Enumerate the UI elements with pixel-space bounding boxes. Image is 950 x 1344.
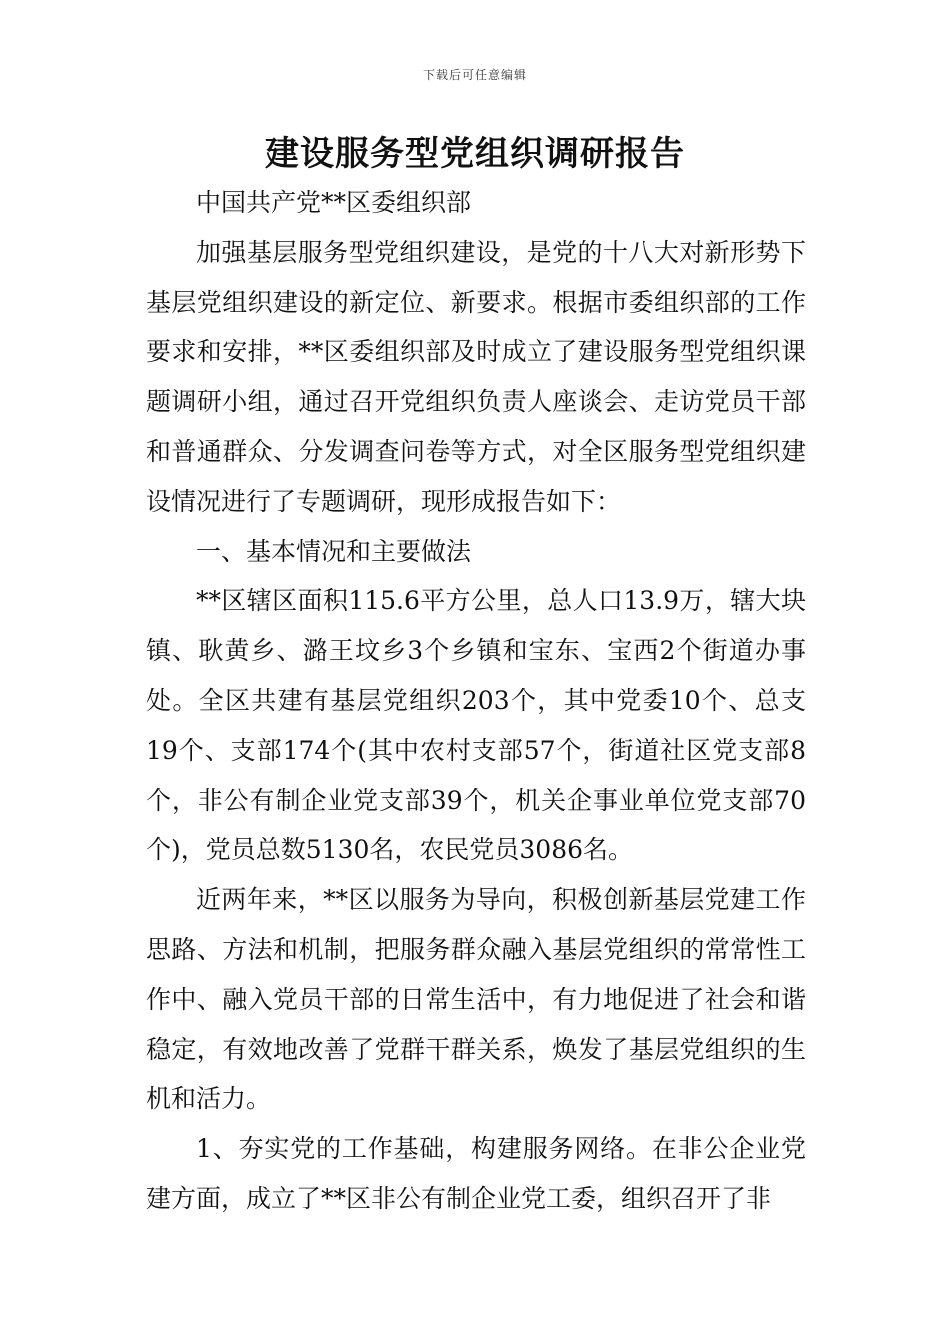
paragraph-basic-info: **区辖区面积115.6平方公里，总人口13.9万，辖大块镇、耿黄乡、潞王坟乡3个乡镇和宝东、宝西2个街道办事处。全区共建有基层党组织203个，其中党委10个、总支19个、支部174个(其中农村支部57个，街道社区党支部8个，非公有制企业党支部39个，机关企事业单位党支部70个)，党员总数5130名，农民党员3086名。 xyxy=(146,586,806,865)
header-note: 下载后可任意编辑 xyxy=(422,68,527,82)
author-line: 中国共产党**区委组织部 xyxy=(196,188,472,217)
paragraph-item-1: 1、夯实党的工作基础，构建服务网络。在非公企业党建方面，成立了**区非公有制企业党工委，组织召开了非 xyxy=(146,1134,806,1213)
document-body xyxy=(146,178,806,1224)
document-title: 建设服务型党组织调研报告 xyxy=(265,134,685,174)
paragraph-recent-work: 近两年来，**区以服务为导向，积极创新基层党建工作思路、方法和机制，把服务群众融入基层党组织的常常性工作中、融入党员干部的日常生活中，有力地促进了社会和谐稳定，有效地改善了党群干群关系，焕发了基层党组织的生机和活力。 xyxy=(146,885,806,1114)
section-heading: 一、基本情况和主要做法 xyxy=(196,536,472,566)
paragraph-intro: 加强基层服务型党组织建设，是党的十八大对新形势下基层党组织建设的新定位、新要求。根据市委组织部的工作要求和安排，**区委组织部及时成立了建设服务型党组织课题调研小组，通过召开党组织负责人座谈会、走访党员干部和普通群众、分发调查问卷等方式，对全区服务型党组织建设情况进行了专题调研，现形成报告如下： xyxy=(146,237,806,516)
